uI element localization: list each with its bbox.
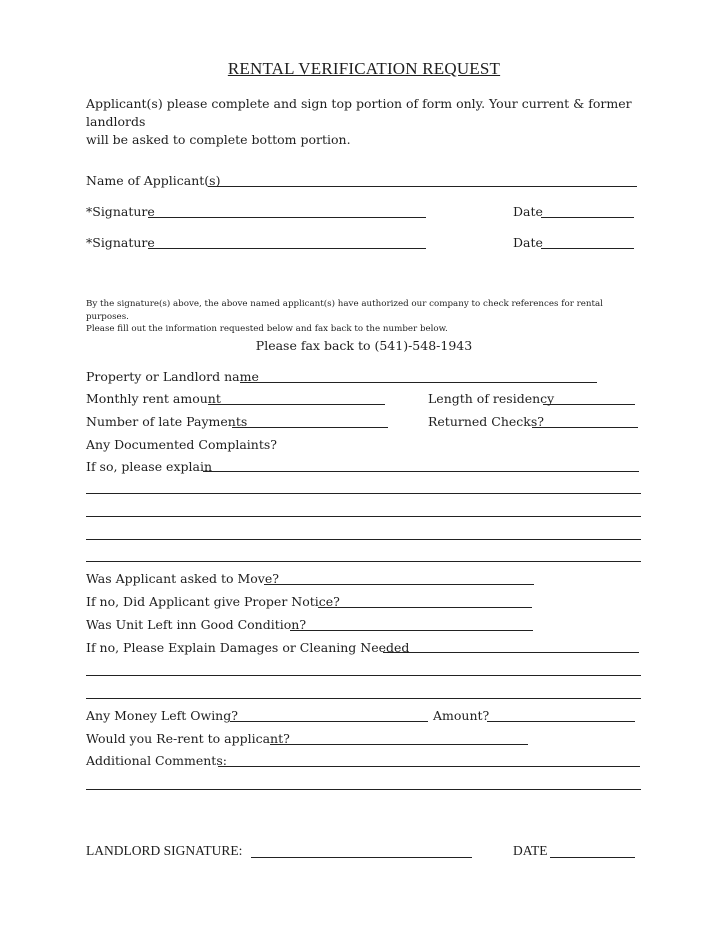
late-payments-label: Number of late Payments bbox=[86, 414, 248, 429]
property-field[interactable] bbox=[240, 382, 597, 383]
comments-field[interactable] bbox=[218, 766, 640, 767]
landlord-signature-label: LANDLORD SIGNATURE: bbox=[86, 843, 243, 858]
amount-field[interactable] bbox=[487, 721, 635, 722]
intro-line-2: will be asked to complete bottom portion. bbox=[86, 132, 351, 147]
applicant-name-field[interactable] bbox=[208, 186, 637, 187]
returned-checks-label: Returned Checks? bbox=[428, 414, 544, 429]
good-condition-field[interactable] bbox=[290, 630, 533, 631]
intro-line-1: Applicant(s) please complete and sign top portion of form only. Your current & former landlords bbox=[86, 96, 632, 129]
monthly-rent-label: Monthly rent amount bbox=[86, 391, 221, 406]
intro-text bbox=[86, 95, 656, 149]
money-owing-label: Any Money Left Owing? bbox=[86, 708, 238, 723]
returned-checks-field[interactable] bbox=[532, 427, 638, 428]
money-owing-field[interactable] bbox=[230, 721, 428, 722]
comments-label: Additional Comments: bbox=[86, 753, 227, 768]
date-1-label: Date bbox=[513, 204, 543, 219]
length-residency-field[interactable] bbox=[543, 404, 635, 405]
signature-2-field[interactable] bbox=[148, 248, 426, 249]
date-1-field[interactable] bbox=[541, 217, 634, 218]
monthly-rent-field[interactable] bbox=[208, 404, 385, 405]
rerent-field[interactable] bbox=[270, 744, 528, 745]
asked-to-move-field[interactable] bbox=[264, 584, 534, 585]
authorization-line-1: By the signature(s) above, the above named applicant(s) have authorized our company to check references for rental purposes. bbox=[86, 299, 603, 322]
landlord-date-field[interactable] bbox=[550, 857, 635, 858]
proper-notice-field[interactable] bbox=[318, 607, 532, 608]
comments-line-2[interactable] bbox=[86, 789, 641, 790]
damages-line-3[interactable] bbox=[86, 698, 641, 699]
landlord-signature-field[interactable] bbox=[251, 857, 472, 858]
explain-line-5[interactable] bbox=[86, 561, 641, 562]
amount-label: Amount? bbox=[433, 708, 490, 723]
signature-1-field[interactable] bbox=[148, 217, 426, 218]
damages-field[interactable] bbox=[383, 652, 639, 653]
signature-2-label: *Signature bbox=[86, 235, 155, 250]
authorization-line-2: Please fill out the information requested below and fax back to the number below. bbox=[86, 324, 448, 334]
length-residency-label: Length of residency bbox=[428, 391, 555, 406]
date-2-label: Date bbox=[513, 235, 543, 250]
complaints-label: Any Documented Complaints? bbox=[86, 437, 277, 452]
date-2-field[interactable] bbox=[541, 248, 634, 249]
form-title: RENTAL VERIFICATION REQUEST bbox=[227, 59, 501, 78]
explain-label: If so, please explain bbox=[86, 459, 213, 474]
explain-line-3[interactable] bbox=[86, 516, 641, 517]
proper-notice-label: If no, Did Applicant give Proper Notice? bbox=[86, 594, 340, 609]
asked-to-move-label: Was Applicant asked to Move? bbox=[86, 571, 279, 586]
landlord-date-label: DATE bbox=[513, 843, 548, 858]
rerent-label: Would you Re-rent to applicant? bbox=[86, 731, 290, 746]
explain-line-4[interactable] bbox=[86, 539, 641, 540]
authorization-text bbox=[86, 298, 646, 336]
damages-label: If no, Please Explain Damages or Cleaning Needed bbox=[86, 640, 410, 655]
good-condition-label: Was Unit Left inn Good Condition? bbox=[86, 617, 307, 632]
fax-instruction: Please fax back to (541)-548-1943 bbox=[255, 338, 473, 353]
late-payments-field[interactable] bbox=[232, 427, 388, 428]
damages-line-2[interactable] bbox=[86, 675, 641, 676]
signature-1-label: *Signature bbox=[86, 204, 155, 219]
explain-field[interactable] bbox=[203, 471, 639, 472]
applicant-name-label: Name of Applicant(s) bbox=[86, 173, 221, 188]
explain-line-2[interactable] bbox=[86, 493, 641, 494]
property-label: Property or Landlord name bbox=[86, 369, 259, 384]
